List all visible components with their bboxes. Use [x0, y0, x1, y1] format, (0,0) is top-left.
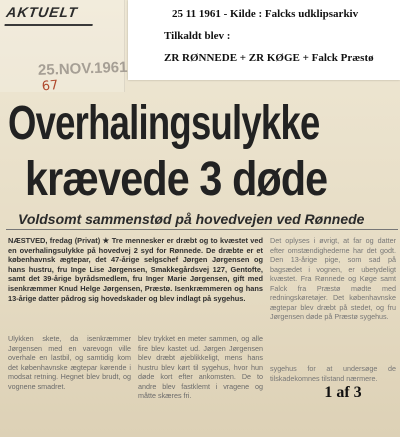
archive-note-units: ZR RØNNEDE + ZR KØGE + Falck Præstø [164, 52, 374, 64]
handwritten-mark: 67 [41, 77, 60, 95]
right-column-text: Det oplyses i øvrigt, at far og datter efter omstændighederne har det godt. Den 13-årige pige, som sad på bagsædet i vognen, er ubetydeligt kvæstet. Fra Rønnede og Køge samt Falck fra Præstø mødte med redningskøretøjer. Det københavnske ægtepar blev dræbt på stedet, og fru Jørgensen døde på Præstø sygehus. [270, 236, 396, 321]
divider [6, 229, 398, 230]
body-column-right-bottom: sygehus for at undersøge de tilskadekomnes tilstand nærmere. [270, 364, 396, 383]
date-stamp: 25.NOV.1961 [37, 58, 128, 79]
archive-note-source: 25 11 1961 - Kilde : Falcks udklipsarkiv [172, 8, 359, 20]
body-column-middle: blev trykket en meter sammen, og alle fire blev kastet ud. Jørgen Jørgensen blev dræbt øjeblikkeligt, mens hans hustru blev kørt til sygehus, hvor hun døde kort efter ankomsten. De to andre blev fastklemt i vragene og måtte skæres fri. [138, 334, 263, 400]
archive-note-heading: Tilkaldt blev : [164, 30, 231, 42]
lead-paragraph: NÆSTVED, fredag (Privat) ★ Tre mennesker er dræbt og to kvæstet ved en overhalingsulykke på hovedvej 2 syd for Rønnede. De dræbte er et københavnsk ægtepar, det 47-årige selgschef Jørgen Jørgensen og hans hustru, fru Inge Lise Jørgensen, Smakkegårdsvej 127, Gentofte, samt det 39-årige byrådsmedlem, fru Inger Marie Jørgensen, gift med isenkræmmer Knud Helge Jørgensen, Præstø. Isenkræmmeren og hans 13-årige datter pådrog sig hovedskader og blev indlagt på sygehus. [8, 236, 263, 303]
headline-line-1: Overhalingsulykke [8, 97, 320, 150]
body-column-left: Ulykken skete, da isenkræmmer Jørgensen med en varevogn ville overhale en lastbil, og samtidig kom det københavnske ægtepar kørende i modsat retning. Hegnet blev brudt, og vognene smadret. [8, 334, 131, 391]
headline-line-2: krævede 3 døde [25, 153, 328, 206]
section-label: AKTUELT [4, 4, 95, 26]
page-indicator: 1 af 3 [324, 384, 362, 401]
subheadline: Voldsomt sammenstød på hovedvejen ved Rønnede [18, 211, 365, 227]
archive-note [128, 0, 400, 80]
